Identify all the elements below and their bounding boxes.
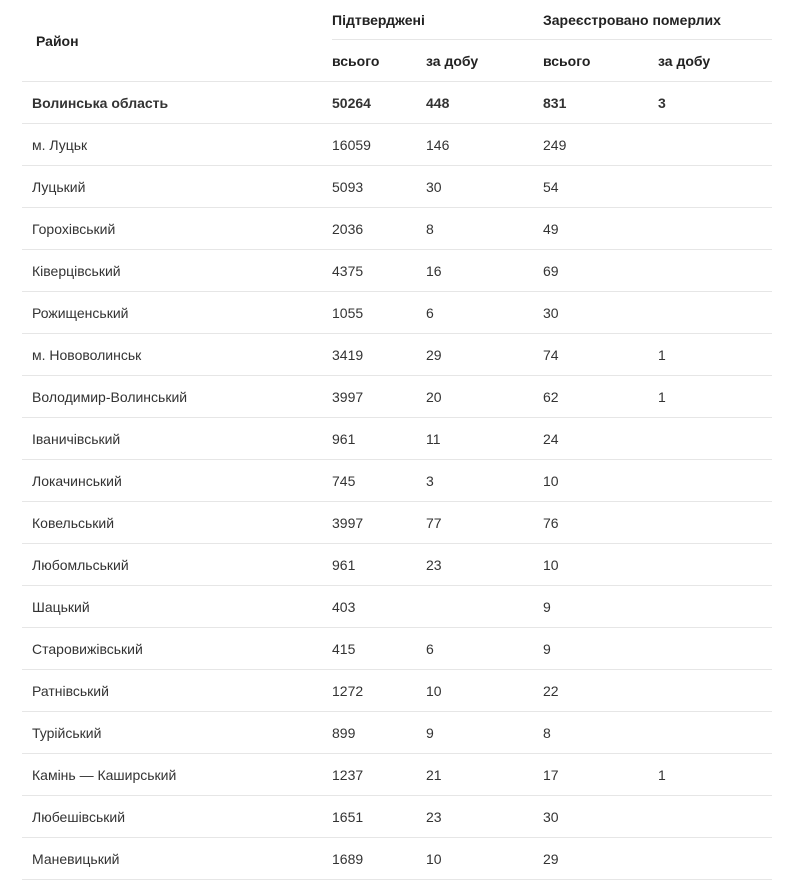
confirmed-daily-cell: 6	[426, 292, 543, 334]
deaths-daily-cell	[658, 250, 772, 292]
confirmed-daily-cell: 9	[426, 712, 543, 754]
covid-stats-table	[22, 0, 772, 880]
table-row	[22, 628, 772, 670]
region-name-cell: м. Нововолинськ	[22, 334, 332, 376]
deaths-total-cell: 74	[543, 334, 658, 376]
deaths-total-cell: 49	[543, 208, 658, 250]
deaths-daily-cell	[658, 292, 772, 334]
confirmed-daily-cell: 77	[426, 502, 543, 544]
confirmed-total-cell: 415	[332, 628, 426, 670]
confirmed-daily-cell: 23	[426, 796, 543, 838]
confirmed-daily-cell: 16	[426, 250, 543, 292]
header-deaths-daily: за добу	[658, 40, 772, 82]
deaths-total-cell: 10	[543, 544, 658, 586]
confirmed-total-cell: 1055	[332, 292, 426, 334]
deaths-total-cell: 9	[543, 586, 658, 628]
confirmed-daily-cell: 10	[426, 838, 543, 880]
deaths-total-cell: 69	[543, 250, 658, 292]
table-body	[22, 82, 772, 880]
region-name-cell: Горохівський	[22, 208, 332, 250]
confirmed-daily-cell: 30	[426, 166, 543, 208]
confirmed-daily-cell: 10	[426, 670, 543, 712]
confirmed-total-cell: 4375	[332, 250, 426, 292]
deaths-total-cell: 9	[543, 628, 658, 670]
header-deaths-total: всього	[543, 40, 658, 82]
confirmed-daily-cell: 21	[426, 754, 543, 796]
confirmed-total-cell: 3997	[332, 376, 426, 418]
confirmed-total-cell: 50264	[332, 82, 426, 124]
region-name-cell: Локачинський	[22, 460, 332, 502]
deaths-daily-cell: 3	[658, 82, 772, 124]
region-name-cell: Турійський	[22, 712, 332, 754]
confirmed-daily-cell: 23	[426, 544, 543, 586]
confirmed-total-cell: 1689	[332, 838, 426, 880]
header-deaths: Зареєстровано померлих	[543, 0, 772, 40]
confirmed-total-cell: 745	[332, 460, 426, 502]
region-name-cell: Шацький	[22, 586, 332, 628]
table-row	[22, 460, 772, 502]
deaths-total-cell: 54	[543, 166, 658, 208]
confirmed-total-cell: 16059	[332, 124, 426, 166]
table-row	[22, 376, 772, 418]
table-row	[22, 712, 772, 754]
deaths-daily-cell	[658, 418, 772, 460]
deaths-daily-cell	[658, 670, 772, 712]
region-name-cell: Любешівський	[22, 796, 332, 838]
table-row	[22, 334, 772, 376]
region-name-cell: Луцький	[22, 166, 332, 208]
table-row	[22, 544, 772, 586]
confirmed-total-cell: 2036	[332, 208, 426, 250]
deaths-daily-cell: 1	[658, 376, 772, 418]
deaths-daily-cell	[658, 544, 772, 586]
table-row	[22, 292, 772, 334]
confirmed-daily-cell: 29	[426, 334, 543, 376]
table-row	[22, 838, 772, 880]
header-row-groups	[22, 0, 772, 40]
confirmed-daily-cell: 20	[426, 376, 543, 418]
confirmed-daily-cell: 11	[426, 418, 543, 460]
table-row	[22, 502, 772, 544]
region-name-cell: Ковельський	[22, 502, 332, 544]
region-name-cell: Ківерцівський	[22, 250, 332, 292]
header-region: Район	[22, 0, 332, 82]
deaths-daily-cell	[658, 166, 772, 208]
confirmed-daily-cell	[426, 586, 543, 628]
region-name-cell: Камінь — Каширський	[22, 754, 332, 796]
region-name-cell: Маневицький	[22, 838, 332, 880]
confirmed-total-cell: 961	[332, 544, 426, 586]
table-row-total	[22, 82, 772, 124]
table-row	[22, 166, 772, 208]
deaths-daily-cell	[658, 502, 772, 544]
deaths-total-cell: 831	[543, 82, 658, 124]
confirmed-total-cell: 1272	[332, 670, 426, 712]
header-confirmed-total: всього	[332, 40, 426, 82]
confirmed-daily-cell: 3	[426, 460, 543, 502]
deaths-total-cell: 62	[543, 376, 658, 418]
confirmed-daily-cell: 8	[426, 208, 543, 250]
deaths-total-cell: 30	[543, 292, 658, 334]
confirmed-total-cell: 1651	[332, 796, 426, 838]
confirmed-total-cell: 3419	[332, 334, 426, 376]
table-row	[22, 208, 772, 250]
deaths-total-cell: 76	[543, 502, 658, 544]
region-name-cell: Старовижівський	[22, 628, 332, 670]
deaths-total-cell: 10	[543, 460, 658, 502]
confirmed-total-cell: 1237	[332, 754, 426, 796]
confirmed-daily-cell: 146	[426, 124, 543, 166]
confirmed-total-cell: 403	[332, 586, 426, 628]
deaths-total-cell: 29	[543, 838, 658, 880]
header-confirmed: Підтверджені	[332, 0, 543, 40]
region-name-cell: м. Луцьк	[22, 124, 332, 166]
table-row	[22, 586, 772, 628]
confirmed-daily-cell: 448	[426, 82, 543, 124]
table-row	[22, 796, 772, 838]
header-confirmed-daily: за добу	[426, 40, 543, 82]
table-row	[22, 124, 772, 166]
deaths-total-cell: 249	[543, 124, 658, 166]
region-name-cell: Іваничівський	[22, 418, 332, 460]
table-row	[22, 418, 772, 460]
table-row	[22, 754, 772, 796]
deaths-total-cell: 8	[543, 712, 658, 754]
deaths-daily-cell	[658, 838, 772, 880]
table-row	[22, 250, 772, 292]
deaths-daily-cell	[658, 208, 772, 250]
region-name-cell: Ратнівський	[22, 670, 332, 712]
deaths-daily-cell	[658, 796, 772, 838]
deaths-total-cell: 22	[543, 670, 658, 712]
deaths-total-cell: 30	[543, 796, 658, 838]
region-name-cell: Рожищенський	[22, 292, 332, 334]
deaths-daily-cell	[658, 586, 772, 628]
deaths-daily-cell: 1	[658, 334, 772, 376]
confirmed-total-cell: 899	[332, 712, 426, 754]
region-name-cell: Любомльський	[22, 544, 332, 586]
region-name-cell: Володимир-Волинський	[22, 376, 332, 418]
confirmed-total-cell: 961	[332, 418, 426, 460]
confirmed-daily-cell: 6	[426, 628, 543, 670]
deaths-daily-cell	[658, 712, 772, 754]
confirmed-total-cell: 5093	[332, 166, 426, 208]
deaths-daily-cell	[658, 628, 772, 670]
table-row	[22, 670, 772, 712]
region-name-cell: Волинська область	[22, 82, 332, 124]
deaths-daily-cell	[658, 460, 772, 502]
deaths-daily-cell: 1	[658, 754, 772, 796]
confirmed-total-cell: 3997	[332, 502, 426, 544]
deaths-daily-cell	[658, 124, 772, 166]
deaths-total-cell: 24	[543, 418, 658, 460]
deaths-total-cell: 17	[543, 754, 658, 796]
